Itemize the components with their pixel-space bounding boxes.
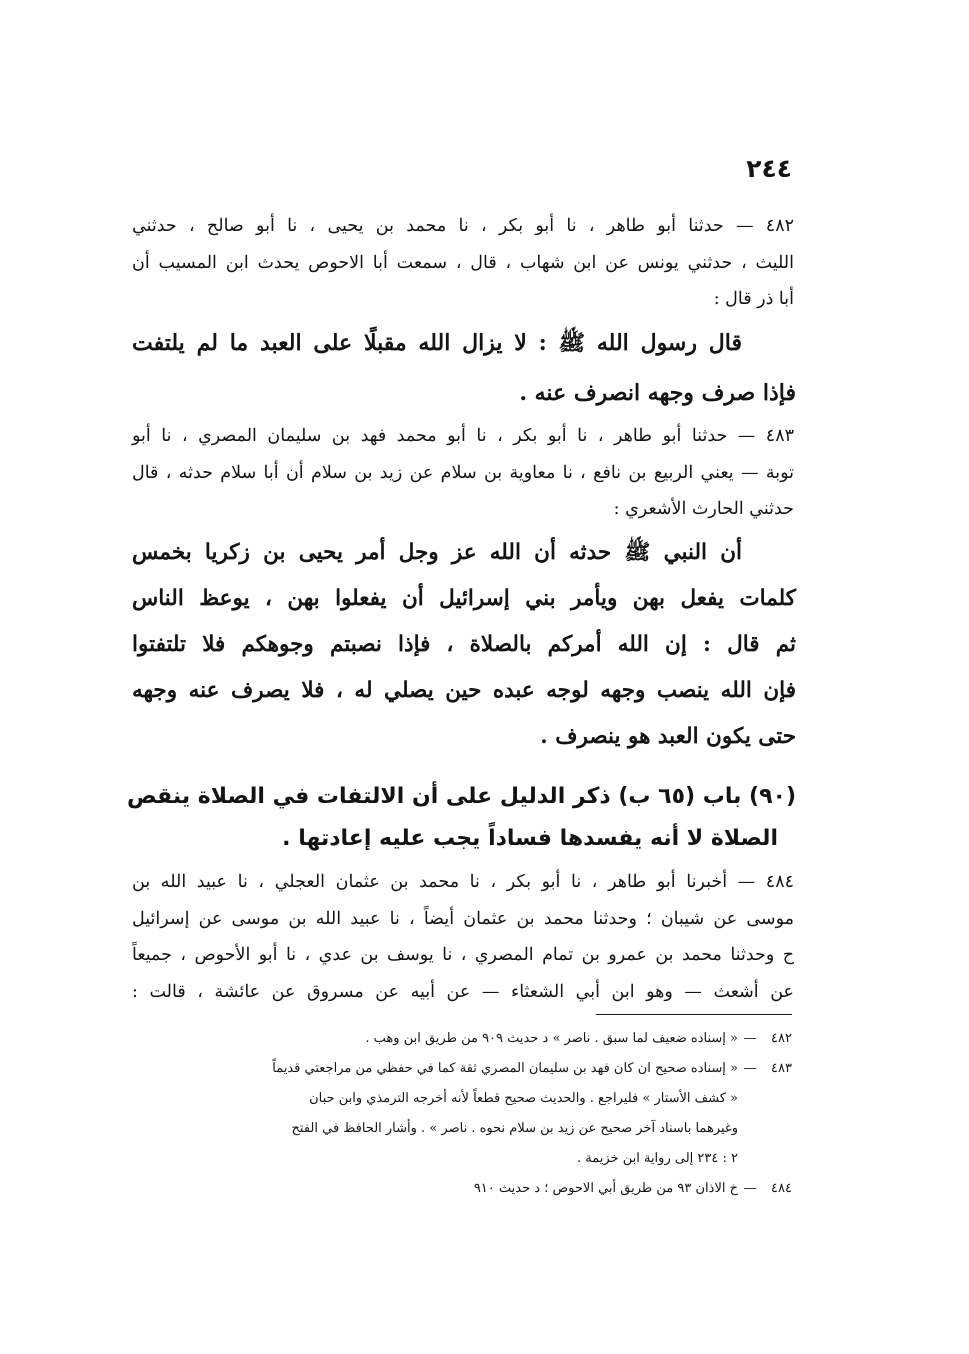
hadith-482-isnad xyxy=(132,208,794,318)
chapter-heading-line: الصلاة لا أنه يفسدها فساداً يجب عليه إعادتها . xyxy=(282,826,778,851)
isnad-line: حدثني الحارث الأشعري : xyxy=(613,499,794,519)
footnote-483-cont xyxy=(330,1144,792,1174)
matn-line: أن النبي ﷺ حدثه أن الله عز وجل أمر يحيى بن زكريا بخمس xyxy=(132,540,742,565)
hadith-484-isnad xyxy=(132,864,794,1010)
matn-line: فإن الله ينصب وجهه لوجه عبده حين يصلي له ، فلا يصرف عنه وجهه xyxy=(132,678,796,703)
chapter-heading xyxy=(127,776,796,860)
matn-line: كلمات يفعل بهن ويأمر بني إسرائيل أن يفعلوا بهن ، يوعظ الناس xyxy=(132,586,796,611)
footnote-dash: — xyxy=(743,1061,757,1076)
footnote-text: خ الاذان ٩٣ من طريق أبي الاحوص ؛ د حديث ٩١٠ xyxy=(473,1181,738,1196)
footnote-number: ٤٨٤ xyxy=(771,1181,792,1196)
chapter-heading-line: (٩٠) باب (٦٥ ب) ذكر الدليل على أن الالتفات في الصلاة ينقص xyxy=(127,784,796,809)
footnote-text: وغيرهما باسناد آخر صحيح عن زيد بن سلام نحوه . ناصر » . وأشار الحافظ في الفتح xyxy=(291,1121,738,1136)
footnote-dash: — xyxy=(743,1031,757,1046)
footnote-483-cont xyxy=(291,1114,792,1144)
footnote-482 xyxy=(330,1024,792,1054)
isnad-line: عن أشعث — وهو ابن أبي الشعثاء — عن أبيه عن مسروق عن عائشة ، قالت : xyxy=(132,981,794,1002)
isnad-line: ٤٨٤ — أخبرنا أبو طاهر ، نا أبو بكر ، نا محمد بن عثمان العجلي ، نا عبيد الله بن xyxy=(132,872,794,892)
footnote-separator xyxy=(596,1014,792,1015)
isnad-line: ٤٨٢ — حدثنا أبو طاهر ، نا أبو بكر ، نا محمد بن يحيى ، نا أبو صالح ، حدثني xyxy=(132,216,794,236)
matn-line: ثم قال : إن الله أمركم بالصلاة ، فإذا نصبتم وجوهكم فلا تلتفتوا xyxy=(132,632,796,657)
isnad-line: ح وحدثنا محمد بن عمرو بن تمام المصري ، نا يوسف بن عدي ، نا أبو الأحوص ، جميعاً xyxy=(132,945,794,965)
matn-line: قال رسول الله ﷺ : لا يزال الله مقبلًا على العبد ما لم يلتفت xyxy=(132,330,742,356)
isnad-line: أبا ذر قال : xyxy=(713,289,794,309)
footnote-number: ٤٨٢ xyxy=(771,1031,792,1046)
matn-line: فإذا صرف وجهه انصرف عنه . xyxy=(519,380,796,406)
footnote-number: ٤٨٣ xyxy=(771,1061,792,1076)
footnote-483-cont xyxy=(309,1084,792,1114)
isnad-line: الليث ، حدثني يونس عن ابن شهاب ، قال ، سمعت أبا الاحوص يحدث ابن المسيب أن xyxy=(132,252,794,273)
footnote-484 xyxy=(330,1174,792,1204)
matn-line: حتى يكون العبد هو ينصرف . xyxy=(540,724,796,749)
hadith-482-matn xyxy=(132,318,796,418)
footnote-text: ٢ : ٢٣٤ إلى رواية ابن خزيمة . xyxy=(577,1151,738,1166)
footnote-text: « كشف الأستار » فليراجع . والحديث صحيح قطعاً لأنه أخرجه الترمذي وابن حبان xyxy=(309,1091,738,1106)
page-number: ٢٤٤ xyxy=(746,154,792,183)
hadith-483-matn xyxy=(132,530,796,760)
footnote-text: « إسناده ضعيف لما سبق . ناصر » د حديث ٩٠٩ من طريق ابن وهب . xyxy=(365,1031,738,1046)
isnad-line: توبة — يعني الربيع بن نافع ، نا معاوية بن سلام عن زيد بن سلام أن أبا سلام حدثه ، قال xyxy=(132,462,794,483)
footnote-dash: — xyxy=(743,1181,757,1196)
footnote-text: « إسناده صحيح ان كان فهد بن سليمان المصري ثقة كما في حفظي من مراجعتي قديماً xyxy=(272,1061,738,1076)
isnad-line: ٤٨٣ — حدثنا أبو طاهر ، نا أبو بكر ، نا أبو محمد فهد بن سليمان المصري ، نا أبو xyxy=(132,426,794,446)
isnad-line: موسى عن شيبان ؛ وحدثنا محمد بن عثمان أيضاً ، نا عبيد الله بن موسى عن إسرائيل xyxy=(132,908,794,929)
footnote-483 xyxy=(272,1054,792,1084)
footnotes xyxy=(272,1024,792,1204)
hadith-483-isnad xyxy=(132,418,794,528)
